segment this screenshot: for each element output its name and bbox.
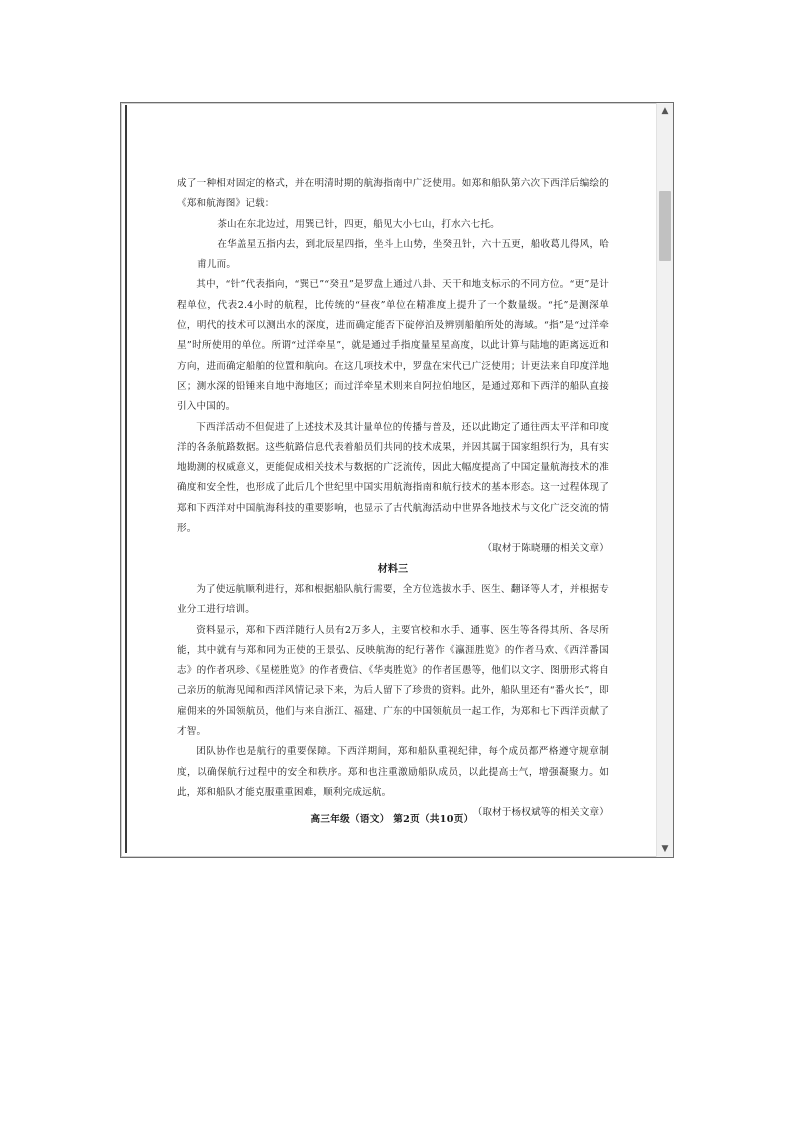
- quote-line: 在华盖星五指内去，到北辰星四指，坐斗上山势，坐癸丑针，六十五更，船收葛儿得风，哈甫儿而。: [197, 238, 609, 271]
- paragraph: 团队协作也是航行的重要保障。下西洋期间，郑和船队重视纪律，每个成员都严格遵守规章制度，以确保航行过程中的安全和秩序。郑和也注重激励船队成员，以此提高士气，增强凝聚力。如此，郑和船队才能克服重重困难，顺利完成远航。: [177, 746, 609, 798]
- scrollbar-thumb[interactable]: [659, 191, 671, 261]
- vertical-scrollbar[interactable]: [656, 103, 673, 857]
- document-viewer: [120, 102, 674, 858]
- paragraph: 其中，“针”代表指向，“巽已”“癸丑”是罗盘上通过八卦、天干和地支标示的不同方位。“更”是计程单位，代表2.4小时的航程，比传统的“昼夜”单位在精准度上提升了一个数量级。“托”是测深单位，明代的技术可以测出水的深度，进而确定能否下碇停泊及辨别船舶所处的海域。“指”是“过洋牵星”时所使用的单位。所谓“过洋牵星”，就是通过手指度量星星高度，以此计算与陆地的距离远近和方向，进而确定船舶的位置和航向。在这几项技术中，罗盘在宋代已广泛使用；计更法来自印度洋地区；测水深的铅锤来自地中海地区；而过洋牵星术则来自阿拉伯地区，是通过郑和下西洋的船队直接引入中国的。: [177, 279, 609, 413]
- paragraph: 资料显示，郑和下西洋随行人员有2万多人，主要官校和水手、通事、医生等各得其所、各尽所能，其中就有与郑和同为正使的王景弘、反映航海的纪行著作《瀛涯胜览》的作者马欢、《西洋番国志》的作者巩珍、《星槎胜览》的作者费信、《华夷胜览》的作者匡愚等，他们以文字、图册形式将自己亲历的航海见闻和西洋风情记录下来，为后人留下了珍贵的资料。此外，船队里还有“番火长”，即雇佣来的外国领航员，他们与来自浙江、福建、广东的中国领航员一起工作，为郑和七下西洋贡献了才智。: [177, 624, 609, 738]
- source-citation: （取材于杨权斌等的相关文章）: [472, 807, 609, 819]
- paragraph: 下西洋活动不但促进了上述技术及其计量单位的传播与普及，还以此勘定了通往西太平洋和印度洋的各条航路数据。这些航路信息代表着船员们共同的技术成果，并因其属于国家组织行为，具有实地勘测的权威意义，更能促成相关技术与数据的广泛流传，因此大幅度提高了中国定量航海技术的准确度和安全性，也形成了此后几个世纪里中国实用航海指南和航行技术的基本形态。这一过程体现了郑和下西洋对中国航海科技的重要影响，也显示了古代航海活动中世界各地技术与文化广泛交流的情形。: [177, 421, 609, 535]
- page-footer: 高三年级（语文） 第2页（共10页）: [310, 814, 474, 825]
- scroll-down-icon[interactable]: ▼: [661, 844, 669, 854]
- page-content: [177, 174, 609, 824]
- source-citation: （取材于陈晓珊的相关文章）: [482, 543, 609, 555]
- paragraph: 为了使远航顺利进行，郑和根据船队航行需要，全方位选拔水手、医生、翻译等人才，并根据专业分工进行培训。: [177, 583, 609, 616]
- document-page: [125, 105, 657, 853]
- scroll-up-icon[interactable]: ▲: [661, 106, 669, 116]
- section-heading: 材料三: [377, 563, 409, 575]
- paragraph: 成了一种相对固定的格式，并在明清时期的航海指南中广泛使用。如郑和船队第六次下西洋后编绘的《郑和航海图》记载：: [177, 178, 609, 210]
- quote-line: 茶山在东北边过，用巽已针，四更，船见大小七山，打水六七托。: [217, 218, 500, 230]
